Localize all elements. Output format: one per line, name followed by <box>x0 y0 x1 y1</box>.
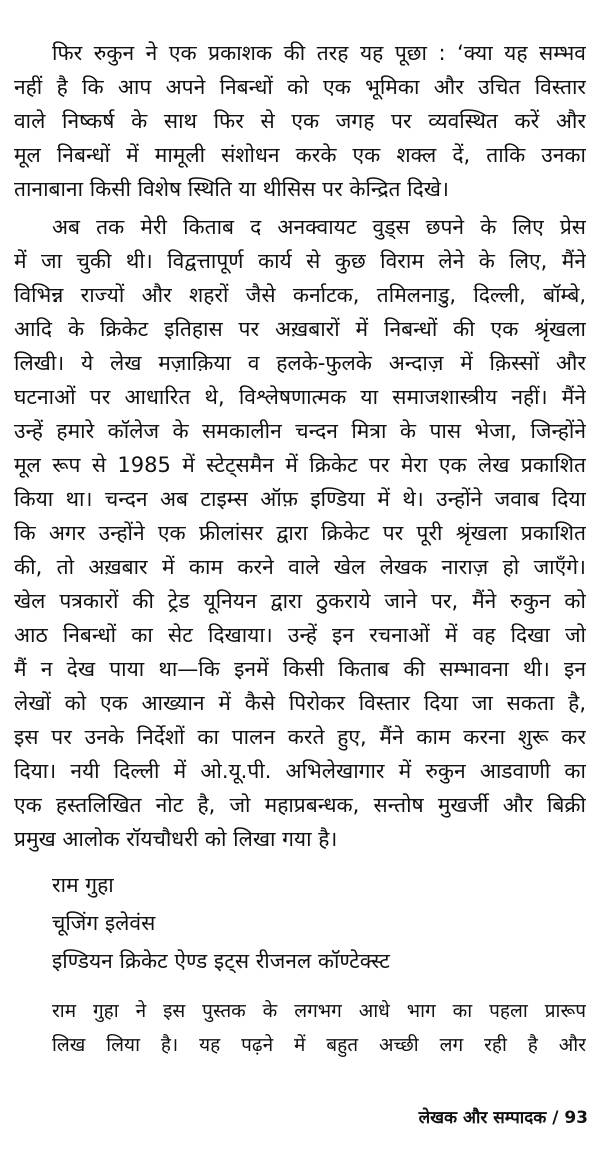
paragraph-1-line: मूल निबन्धों में मामूली संशोधन करके एक शक्ल दें, ताकि उनका <box>14 143 586 167</box>
paragraph-2-line: की, तो अख़बार में काम करने वाले खेल लेखक नाराज़ हो जाएँगे। <box>14 555 586 579</box>
paragraph-2-line: किया था। चन्दन अब टाइम्स ऑफ़ इण्डिया में थे। उन्होंने जवाब दिया <box>14 487 586 511</box>
paragraph-1-line: तानाबाना किसी विशेष स्थिति या थीसिस पर केन्द्रित दिखे। <box>14 177 449 201</box>
paragraph-2-line: एक हस्तलिखित नोट है, जो महाप्रबन्धक, सन्तोष मुखर्जी और बिक्री <box>14 793 586 817</box>
paragraph-2-line: प्रमुख आलोक रॉयचौधरी को लिखा गया है। <box>14 827 338 851</box>
paragraph-2-line: आदि के क्रिकेट इतिहास पर अख़बारों में निबन्धों की एक श्रृंखला <box>14 317 586 341</box>
paragraph-2-line: खेल पत्रकारों की ट्रेड यूनियन द्वारा ठुकराये जाने पर, मैंने रुकुन को <box>14 589 586 613</box>
paragraph-1-line: नहीं है कि आप अपने निबन्धों को एक भूमिका और उचित विस्तार <box>14 75 586 99</box>
paragraph-2-line: दिया। नयी दिल्ली में ओ.यू.पी. अभिलेखागार में रुकुन आडवाणी का <box>14 759 586 783</box>
paragraph-2-line: घटनाओं पर आधारित थे, विश्लेषणात्मक या समाजशास्त्रीय नहीं। मैंने <box>14 385 586 409</box>
paragraph-1-line: फिर रुकुन ने एक प्रकाशक की तरह यह पूछा : ‘क्या यह सम्भव <box>52 41 586 65</box>
paragraph-2-line: लेखों को एक आख्यान में कैसे पिरोकर विस्तार दिया जा सकता है, <box>14 691 586 715</box>
paragraph-2-line: मैं न देख पाया था—कि इनमें किसी किताब की सम्भावना थी। इन <box>14 657 586 681</box>
paragraph-2-line: कि अगर उन्होंने एक फ्रीलांसर द्वारा क्रिकेट पर पूरी श्रृंखला प्रकाशित <box>14 521 586 545</box>
paragraph-2-line: लिखी। ये लेख मज़ाक़िया व हलके-फुलके अन्दाज़ में क़िस्सों और <box>14 351 586 375</box>
paragraph-2-line: आठ निबन्धों का सेट दिखाया। उन्हें इन रचनाओं में वह दिखा जो <box>14 623 586 647</box>
note-author: राम गुहा <box>52 873 114 897</box>
paragraph-2-line: उन्हें हमारे कॉलेज के समकालीन चन्दन मित्रा के पास भेजा, जिन्होंने <box>14 419 586 443</box>
paragraph-2-line: में जा चुकी थी। विद्वत्तापूर्ण कार्य से कुछ विराम लेने के लिए, मैंने <box>14 249 586 273</box>
note-subtitle: इण्डियन क्रिकेट ऐण्ड इट्स रीजनल कॉण्टेक्स्ट <box>52 949 390 973</box>
quote-line: लिख लिया है। यह पढ़ने में बहुत अच्छी लग रही है और <box>52 1034 586 1056</box>
page-footer: लेखक और सम्पादक / 93 <box>418 1108 588 1128</box>
paragraph-1-line: वाले निष्कर्ष के साथ फिर से एक जगह पर व्यवस्थित करें और <box>14 109 586 133</box>
paragraph-2-line: इस पर उनके निर्देशों का पालन करते हुए, मैंने काम करना शुरू कर <box>14 725 586 749</box>
paragraph-2-line: अब तक मेरी किताब द अनक्वायट वुड्स छपने के लिए प्रेस <box>52 215 586 239</box>
paragraph-2-line: विभिन्न राज्यों और शहरों जैसे कर्नाटक, तमिलनाडु, दिल्ली, बॉम्बे, <box>14 283 586 307</box>
quote-line: राम गुहा ने इस पुस्तक के लगभग आधे भाग का पहला प्रारूप <box>52 1000 586 1022</box>
note-title: चूजिंग इलेवंस <box>52 911 156 935</box>
paragraph-2-line: मूल रूप से 1985 में स्टेट्समैन में क्रिकेट पर मेरा एक लेख प्रकाशित <box>14 453 586 477</box>
